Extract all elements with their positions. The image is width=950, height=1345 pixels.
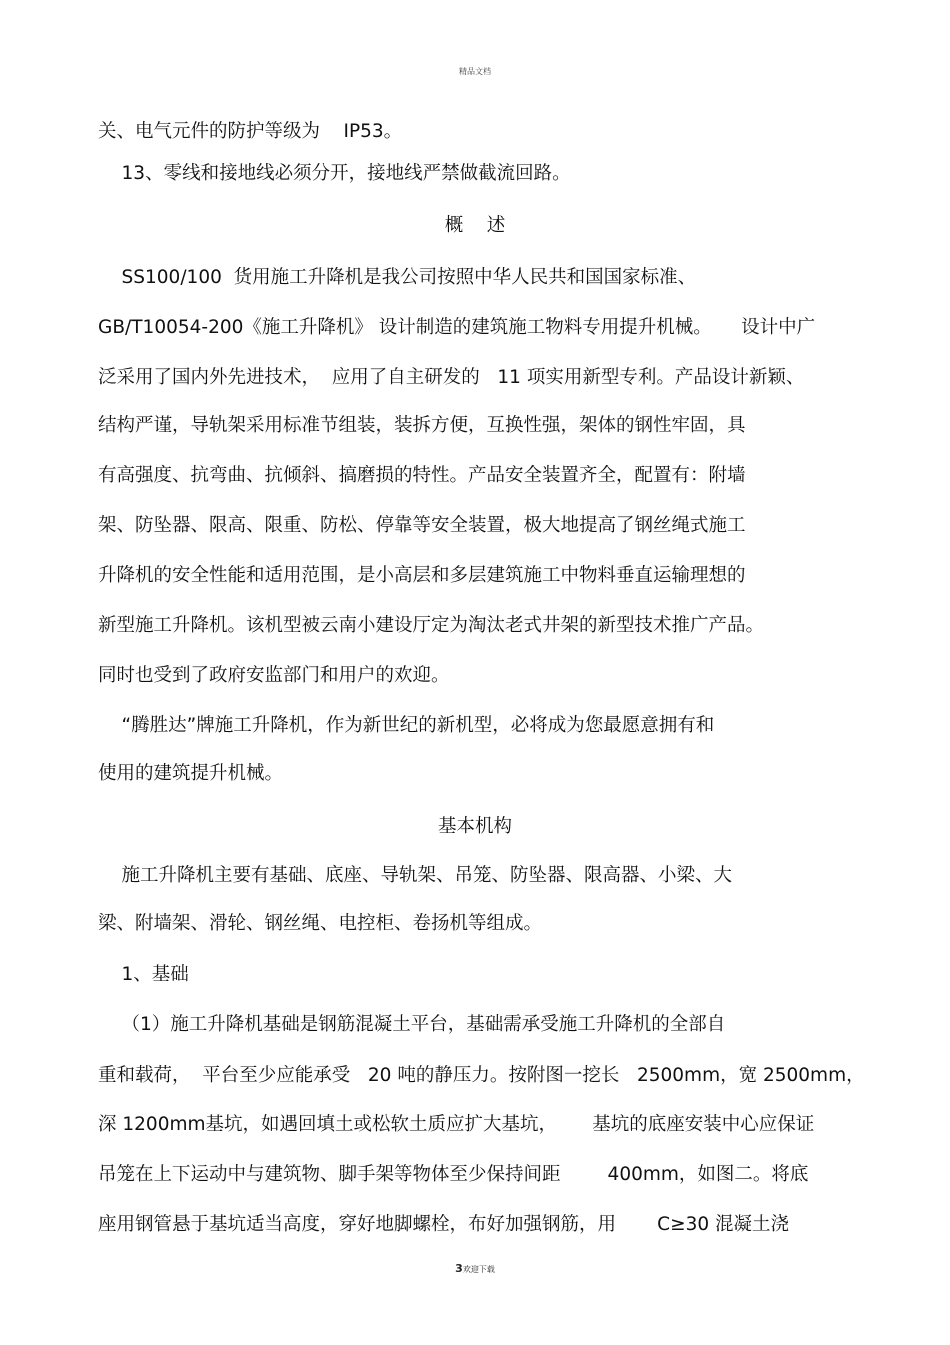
section-title-basic-structure: 基本机构 — [437, 816, 512, 837]
page-number: 3 — [455, 1262, 463, 1275]
text-line: 深 1200mm基坑，如遇回填土或松软土质应扩大基坑， 基坑的底座安装中心应保证 — [98, 1114, 815, 1135]
text-line: 梁、附墙架、滑轮、钢丝绳、电控柜、卷扬机等组成。 — [98, 913, 543, 934]
text-line: 升降机的安全性能和适用范围，是小高层和多层建筑施工中物料垂直运输理想的 — [98, 565, 746, 586]
text-line: 同时也受到了政府安监部门和用户的欢迎。 — [98, 665, 450, 686]
text-line: 吊笼在上下运动中与建筑物、脚手架等物体至少保持间距 400mm，如图二。将底 — [98, 1164, 809, 1185]
text-line: GB/T10054-200《施工升降机》 设计制造的建筑施工物料专用提升机械。 设计中广 — [98, 317, 816, 338]
page-header-label: 精品文档 — [459, 67, 491, 76]
text-line: 13、零线和接地线必须分开，接地线严禁做截流回路。 — [98, 163, 571, 184]
text-line: “腾胜达”牌施工升降机，作为新世纪的新机型，必将成为您最愿意拥有和 — [98, 715, 715, 736]
section-title-overview: 概 述 — [444, 215, 506, 236]
text-line: 座用钢管悬于基坑适当高度，穿好地脚螺栓，布好加强钢筋，用 C≥30 混凝土浇 — [98, 1214, 790, 1235]
text-line: 架、防坠器、限高、限重、防松、停靠等安全装置，极大地提高了钢丝绳式施工 — [98, 515, 746, 536]
text-line: 使用的建筑提升机械。 — [98, 763, 284, 784]
page-footer — [0, 1262, 950, 1275]
text-line: SS100/100 货用施工升降机是我公司按照中华人民共和国国家标准、 — [98, 267, 697, 288]
text-line: 关、电气元件的防护等级为 IP53。 — [98, 121, 403, 142]
text-line: 结构严谨，导轨架采用标准节组装，装拆方便，互换性强，架体的钢性牢固，具 — [98, 415, 746, 436]
text-line: 重和载荷， 平台至少应能承受 20 吨的静压力。按附图一挖长 2500mm，宽 2500mm， — [98, 1065, 865, 1086]
footer-label: 欢迎下载 — [462, 1265, 495, 1274]
text-line: （1）施工升降机基础是钢筋混凝土平台，基础需承受施工升降机的全部自 — [98, 1014, 726, 1035]
text-line: 新型施工升降机。该机型被云南小建设厅定为淘汰老式井架的新型技术推广产品。 — [98, 615, 765, 636]
text-line: 施工升降机主要有基础、底座、导轨架、吊笼、防坠器、限高器、小梁、大 — [98, 865, 733, 886]
text-line: 泛采用了国内外先进技术， 应用了自主研发的 11 项实用新型专利。产品设计新颖、 — [98, 367, 805, 388]
text-line: 有高强度、抗弯曲、抗倾斜、搞磨损的特性。产品安全装置齐全，配置有：附墙 — [98, 465, 746, 486]
text-line: 1、基础 — [98, 964, 189, 985]
